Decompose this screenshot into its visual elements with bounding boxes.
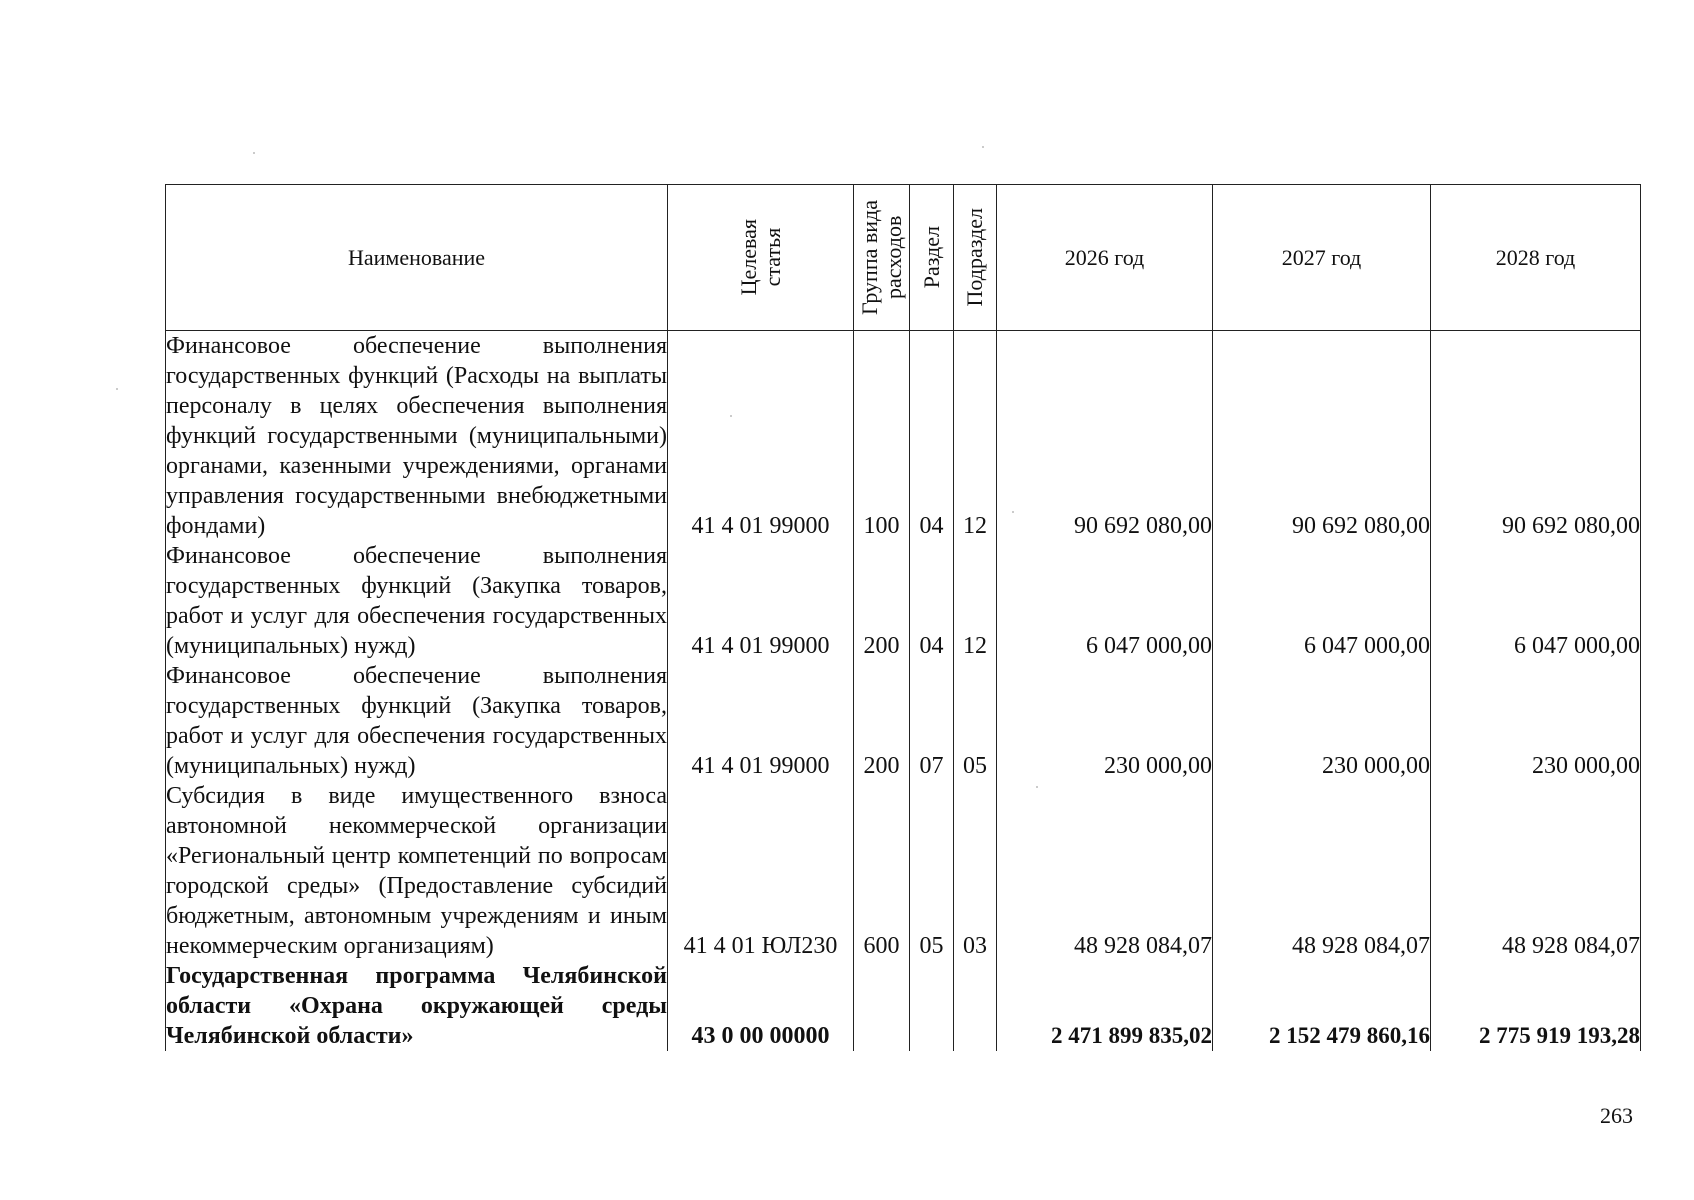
row-target-article: 41 4 01 99000: [668, 331, 854, 542]
header-2028: 2028 год: [1431, 185, 1641, 331]
row-amount-2027: 2 152 479 860,16: [1213, 961, 1431, 1051]
table-header-row: [166, 185, 1641, 331]
row-amount-2028: 6 047 000,00: [1431, 541, 1641, 661]
row-amount-2026: 48 928 084,07: [997, 781, 1213, 961]
header-subsection-label: Подраздел: [962, 208, 987, 307]
row-amount-2028: 48 928 084,07: [1431, 781, 1641, 961]
row-subsection: 05: [954, 661, 997, 781]
row-target-article: 41 4 01 ЮЛ230: [668, 781, 854, 961]
row-section: 04: [910, 331, 954, 542]
row-amount-2026: 90 692 080,00: [997, 331, 1213, 542]
row-expense-group: 200: [854, 541, 910, 661]
row-name: Государственная программа Челябинской области «Охрана окружающей среды Челябинской области»: [166, 963, 667, 1049]
row-section: 07: [910, 661, 954, 781]
table-row: [166, 661, 1641, 781]
row-expense-group: 100: [854, 331, 910, 542]
table-row: [166, 331, 1641, 542]
header-target-article: [668, 185, 854, 331]
header-2026: 2026 год: [997, 185, 1213, 331]
row-expense-group: 600: [854, 781, 910, 961]
row-name: Финансовое обеспечение выполнения государственных функций (Закупка товаров, работ и услуг для обеспечения государственных (муниципальных) нужд): [166, 663, 667, 779]
page-number: 263: [1600, 1103, 1633, 1128]
row-expense-group: [854, 961, 910, 1051]
budget-table: [165, 184, 1641, 1051]
scan-speck: [982, 146, 984, 148]
row-subsection: 03: [954, 781, 997, 961]
row-amount-2027: 48 928 084,07: [1213, 781, 1431, 961]
row-amount-2026: 6 047 000,00: [997, 541, 1213, 661]
header-2027: 2027 год: [1213, 185, 1431, 331]
row-target-article: 41 4 01 99000: [668, 541, 854, 661]
row-section: [910, 961, 954, 1051]
header-name: Наименование: [166, 185, 668, 331]
row-amount-2027: 230 000,00: [1213, 661, 1431, 781]
row-amount-2026: 230 000,00: [997, 661, 1213, 781]
header-expense-group: [854, 185, 910, 331]
scan-speck: [253, 152, 255, 154]
scan-speck: [116, 388, 118, 390]
row-amount-2028: 230 000,00: [1431, 661, 1641, 781]
row-section: 05: [910, 781, 954, 961]
row-name: Финансовое обеспечение выполнения государственных функций (Закупка товаров, работ и услуг для обеспечения государственных (муниципальных) нужд): [166, 543, 667, 659]
row-name: Субсидия в виде имущественного взноса автономной некоммерческой организации «Региональный центр компетенций по вопросам городской среды» (Предоставление субсидий бюджетным, автономным учреждениям и иным некоммерческим организациям): [166, 783, 667, 959]
header-section-label: Раздел: [918, 226, 944, 289]
row-target-article: 43 0 00 00000: [668, 961, 854, 1051]
header-target-label: Целевая статья: [735, 219, 785, 296]
row-subsection: 12: [954, 541, 997, 661]
table-row-program-total: [166, 961, 1641, 1051]
header-group-label: Группа вида расходов: [856, 200, 906, 315]
row-amount-2028: 90 692 080,00: [1431, 331, 1641, 542]
row-amount-2026: 2 471 899 835,02: [997, 961, 1213, 1051]
table-row: [166, 541, 1641, 661]
row-amount-2028: 2 775 919 193,28: [1431, 961, 1641, 1051]
header-section: [910, 185, 954, 331]
row-target-article: 41 4 01 99000: [668, 661, 854, 781]
table-row: [166, 781, 1641, 961]
row-subsection: 12: [954, 331, 997, 542]
row-section: 04: [910, 541, 954, 661]
header-subsection: [954, 185, 997, 331]
row-expense-group: 200: [854, 661, 910, 781]
row-amount-2027: 90 692 080,00: [1213, 331, 1431, 542]
row-name: Финансовое обеспечение выполнения государственных функций (Расходы на выплаты персоналу в целях обеспечения выполнения функций государственными (муниципальными) органами, казенными учреждениями, органами управления государственными внебюджетными фондами): [166, 331, 668, 542]
row-amount-2027: 6 047 000,00: [1213, 541, 1431, 661]
row-subsection: [954, 961, 997, 1051]
